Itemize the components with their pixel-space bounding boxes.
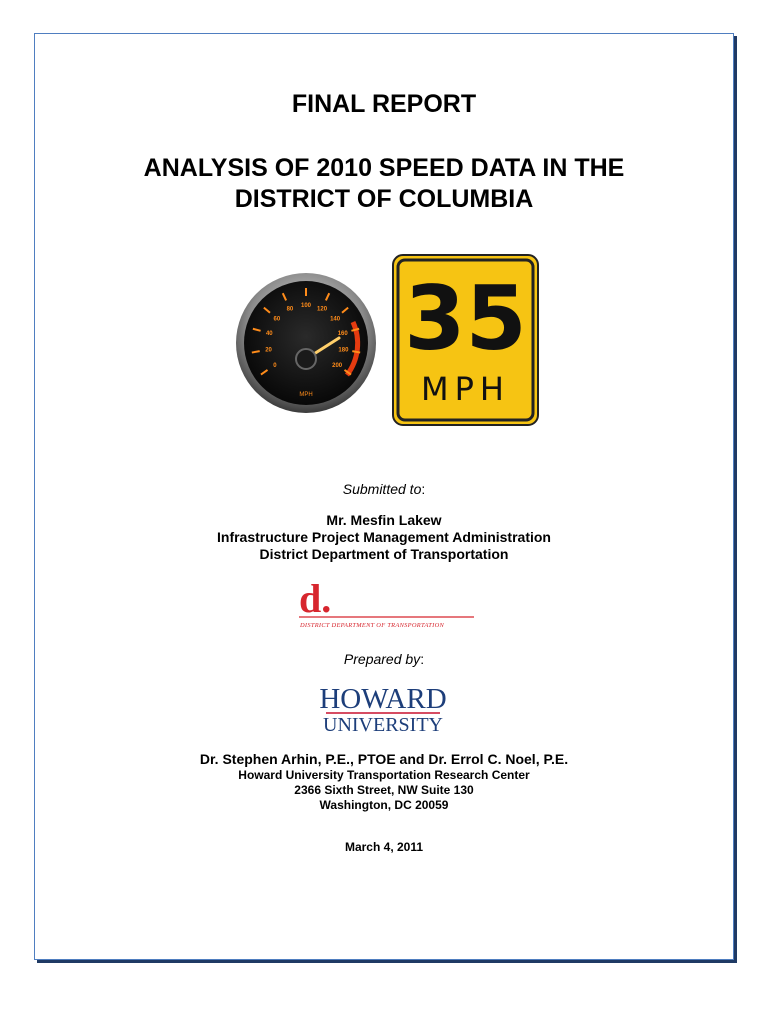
subtitle-line-2: DISTRICT OF COLUMBIA — [234, 185, 534, 213]
prepared-by-label: Prepared by: — [343, 651, 425, 667]
speedometer-tick — [352, 351, 360, 352]
speedometer-tick-label: 120 — [317, 306, 328, 313]
speedometer-tick-label: 200 — [332, 362, 343, 369]
street-address: 2366 Sixth Street, NW Suite 130 — [294, 783, 474, 797]
city-address: Washington, DC 20059 — [319, 798, 449, 812]
recipient-name: Mr. Mesfin Lakew — [326, 512, 442, 528]
research-center-address — [0, 768, 768, 813]
speedometer-tick-label: 160 — [337, 331, 348, 338]
report-subtitle — [0, 153, 768, 215]
howard-university-logo — [318, 681, 448, 737]
speedometer-tick-label: 40 — [265, 331, 273, 338]
speedometer-tick-label: 60 — [273, 316, 281, 323]
speedometer-tick-label: 100 — [300, 303, 312, 309]
report-title: FINAL REPORT — [291, 90, 477, 118]
submitted-to-label: Submitted to: — [342, 481, 426, 497]
speedometer-tick-label: 0 — [273, 362, 277, 369]
speed-limit-sign-icon — [392, 254, 539, 426]
sign-speed-number: 35 — [404, 267, 527, 370]
speedometer-icon — [235, 272, 377, 414]
speedometer-tick-label: 20 — [265, 347, 272, 354]
report-date: March 4, 2011 — [344, 840, 424, 854]
ddot-logo-letter: d. — [299, 578, 332, 621]
recipient-block — [0, 512, 768, 563]
speedometer-tick-label: 140 — [330, 316, 341, 323]
speedometer-tick-label: 180 — [338, 347, 349, 354]
cover-illustrations — [235, 254, 540, 426]
subtitle-line-1: ANALYSIS OF 2010 SPEED DATA IN THE — [143, 154, 625, 182]
ddot-logo-tagline: DISTRICT DEPARTMENT OF TRANSPORTATION — [300, 622, 445, 629]
speedometer-tick — [252, 351, 260, 352]
howard-logo-line-1: HOWARD — [319, 683, 447, 715]
research-center-name: Howard University Transportation Research Center — [238, 768, 530, 782]
ddot-logo — [296, 578, 476, 632]
sign-speed-unit: MPH — [421, 370, 510, 408]
authors: Dr. Stephen Arhin, P.E., PTOE and Dr. Errol C. Noel, P.E. — [199, 751, 569, 767]
speedometer-unit: MPH — [299, 392, 313, 398]
recipient-org-2: District Department of Transportation — [259, 546, 509, 562]
speedometer-tick-label: 80 — [286, 306, 294, 313]
howard-logo-line-2: UNIVERSITY — [323, 714, 443, 736]
recipient-org-1: Infrastructure Project Management Administration — [217, 529, 551, 545]
